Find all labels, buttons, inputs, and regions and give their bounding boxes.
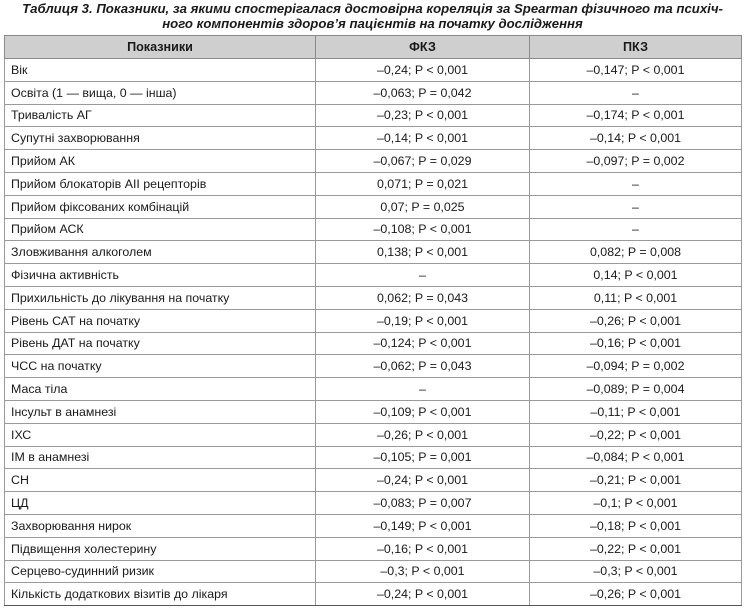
table-row <box>5 355 742 378</box>
cell-pkz: – <box>530 218 742 241</box>
table-body <box>5 59 742 606</box>
cell-indicator: Рівень ДАТ на початку <box>5 332 316 355</box>
cell-pkz: –0,097; P = 0,002 <box>530 150 742 173</box>
table-row <box>5 514 742 537</box>
cell-indicator: Кількість додаткових візитів до лікаря <box>5 583 316 606</box>
cell-fkz: –0,24; P < 0,001 <box>316 59 530 82</box>
cell-fkz: –0,3; P < 0,001 <box>316 560 530 583</box>
header-pkz: ПКЗ <box>530 36 742 59</box>
table-row <box>5 59 742 82</box>
table-row <box>5 104 742 127</box>
cell-fkz: –0,067; P = 0,029 <box>316 150 530 173</box>
cell-indicator: Прийом фіксованих комбінацій <box>5 195 316 218</box>
cell-pkz: –0,1; P < 0,001 <box>530 492 742 515</box>
cell-pkz: 0,14; P < 0,001 <box>530 264 742 287</box>
table-row <box>5 492 742 515</box>
table-row <box>5 286 742 309</box>
table-row <box>5 583 742 606</box>
cell-fkz: –0,083; P = 0,007 <box>316 492 530 515</box>
table-row <box>5 218 742 241</box>
cell-pkz: –0,084; P < 0,001 <box>530 446 742 469</box>
cell-pkz: – <box>530 195 742 218</box>
cell-pkz: –0,14; P < 0,001 <box>530 127 742 150</box>
table-row <box>5 309 742 332</box>
table-header-row <box>5 36 742 59</box>
cell-pkz: –0,21; P < 0,001 <box>530 469 742 492</box>
table-row <box>5 332 742 355</box>
cell-indicator: Прихильність до лікування на початку <box>5 286 316 309</box>
cell-fkz: –0,149; P < 0,001 <box>316 514 530 537</box>
table-row <box>5 446 742 469</box>
cell-pkz: –0,16; P < 0,001 <box>530 332 742 355</box>
cell-indicator: Освіта (1 — вища, 0 — інша) <box>5 81 316 104</box>
cell-indicator: Фізична активність <box>5 264 316 287</box>
table-row <box>5 423 742 446</box>
cell-indicator: Зловживання алкоголем <box>5 241 316 264</box>
cell-fkz: –0,105; P = 0,001 <box>316 446 530 469</box>
cell-fkz: –0,124; P < 0,001 <box>316 332 530 355</box>
cell-indicator: Підвищення холестерину <box>5 537 316 560</box>
cell-pkz: – <box>530 172 742 195</box>
cell-fkz: 0,138; P < 0,001 <box>316 241 530 264</box>
cell-indicator: ІХС <box>5 423 316 446</box>
cell-fkz: –0,26; P < 0,001 <box>316 423 530 446</box>
cell-indicator: Рівень САТ на початку <box>5 309 316 332</box>
cell-fkz: –0,109; P < 0,001 <box>316 400 530 423</box>
cell-indicator: Тривалість АГ <box>5 104 316 127</box>
cell-fkz: –0,062; P = 0,043 <box>316 355 530 378</box>
cell-pkz: –0,089; P = 0,004 <box>530 378 742 401</box>
cell-pkz: –0,094; P = 0,002 <box>530 355 742 378</box>
cell-indicator: Вік <box>5 59 316 82</box>
cell-fkz: –0,24; P < 0,001 <box>316 583 530 606</box>
cell-fkz: 0,07; P = 0,025 <box>316 195 530 218</box>
cell-pkz: –0,3; P < 0,001 <box>530 560 742 583</box>
table-row <box>5 264 742 287</box>
table-caption <box>4 1 741 32</box>
table-row <box>5 127 742 150</box>
cell-indicator: Прийом АСК <box>5 218 316 241</box>
cell-fkz: –0,16; P < 0,001 <box>316 537 530 560</box>
cell-indicator: Маса тіла <box>5 378 316 401</box>
cell-indicator: ІМ в анамнезі <box>5 446 316 469</box>
table-row <box>5 172 742 195</box>
table-row <box>5 400 742 423</box>
cell-fkz: –0,063; P = 0,042 <box>316 81 530 104</box>
cell-pkz: –0,174; P < 0,001 <box>530 104 742 127</box>
cell-indicator: Прийом АК <box>5 150 316 173</box>
header-indicators: Показники <box>5 36 316 59</box>
cell-pkz: –0,22; P < 0,001 <box>530 423 742 446</box>
table-row <box>5 469 742 492</box>
cell-indicator: Прийом блокаторів АІІ рецепторів <box>5 172 316 195</box>
cell-pkz: –0,18; P < 0,001 <box>530 514 742 537</box>
cell-pkz: –0,11; P < 0,001 <box>530 400 742 423</box>
cell-fkz: – <box>316 264 530 287</box>
table-row <box>5 241 742 264</box>
header-fkz: ФКЗ <box>316 36 530 59</box>
cell-indicator: Інсульт в анамнезі <box>5 400 316 423</box>
table-row <box>5 150 742 173</box>
cell-fkz: 0,071; P = 0,021 <box>316 172 530 195</box>
cell-pkz: –0,26; P < 0,001 <box>530 309 742 332</box>
cell-pkz: 0,11; P < 0,001 <box>530 286 742 309</box>
table-row <box>5 378 742 401</box>
cell-pkz: 0,082; P = 0,008 <box>530 241 742 264</box>
cell-fkz: – <box>316 378 530 401</box>
cell-pkz: –0,147; P < 0,001 <box>530 59 742 82</box>
cell-indicator: Супутні захворювання <box>5 127 316 150</box>
cell-fkz: –0,23; P < 0,001 <box>316 104 530 127</box>
caption-line-2: ного компонентів здоров’я пацієнтів на початку дослідження <box>162 16 583 31</box>
cell-pkz: –0,22; P < 0,001 <box>530 537 742 560</box>
cell-fkz: –0,19; P < 0,001 <box>316 309 530 332</box>
cell-pkz: – <box>530 81 742 104</box>
cell-indicator: Захворювання нирок <box>5 514 316 537</box>
table-row <box>5 560 742 583</box>
cell-indicator: СН <box>5 469 316 492</box>
table-row <box>5 195 742 218</box>
caption-line-1: Таблиця 3. Показники, за якими спостерігалася достовірна кореляція за Spearman фізичного та психіч- <box>22 1 723 16</box>
cell-fkz: –0,108; P < 0,001 <box>316 218 530 241</box>
cell-indicator: Серцево-судинний ризик <box>5 560 316 583</box>
cell-pkz: –0,26; P < 0,001 <box>530 583 742 606</box>
table-row <box>5 81 742 104</box>
table-row <box>5 537 742 560</box>
cell-indicator: ЧСС на початку <box>5 355 316 378</box>
correlation-table <box>4 35 742 606</box>
cell-fkz: 0,062; P = 0,043 <box>316 286 530 309</box>
cell-fkz: –0,24; P < 0,001 <box>316 469 530 492</box>
cell-indicator: ЦД <box>5 492 316 515</box>
cell-fkz: –0,14; P < 0,001 <box>316 127 530 150</box>
